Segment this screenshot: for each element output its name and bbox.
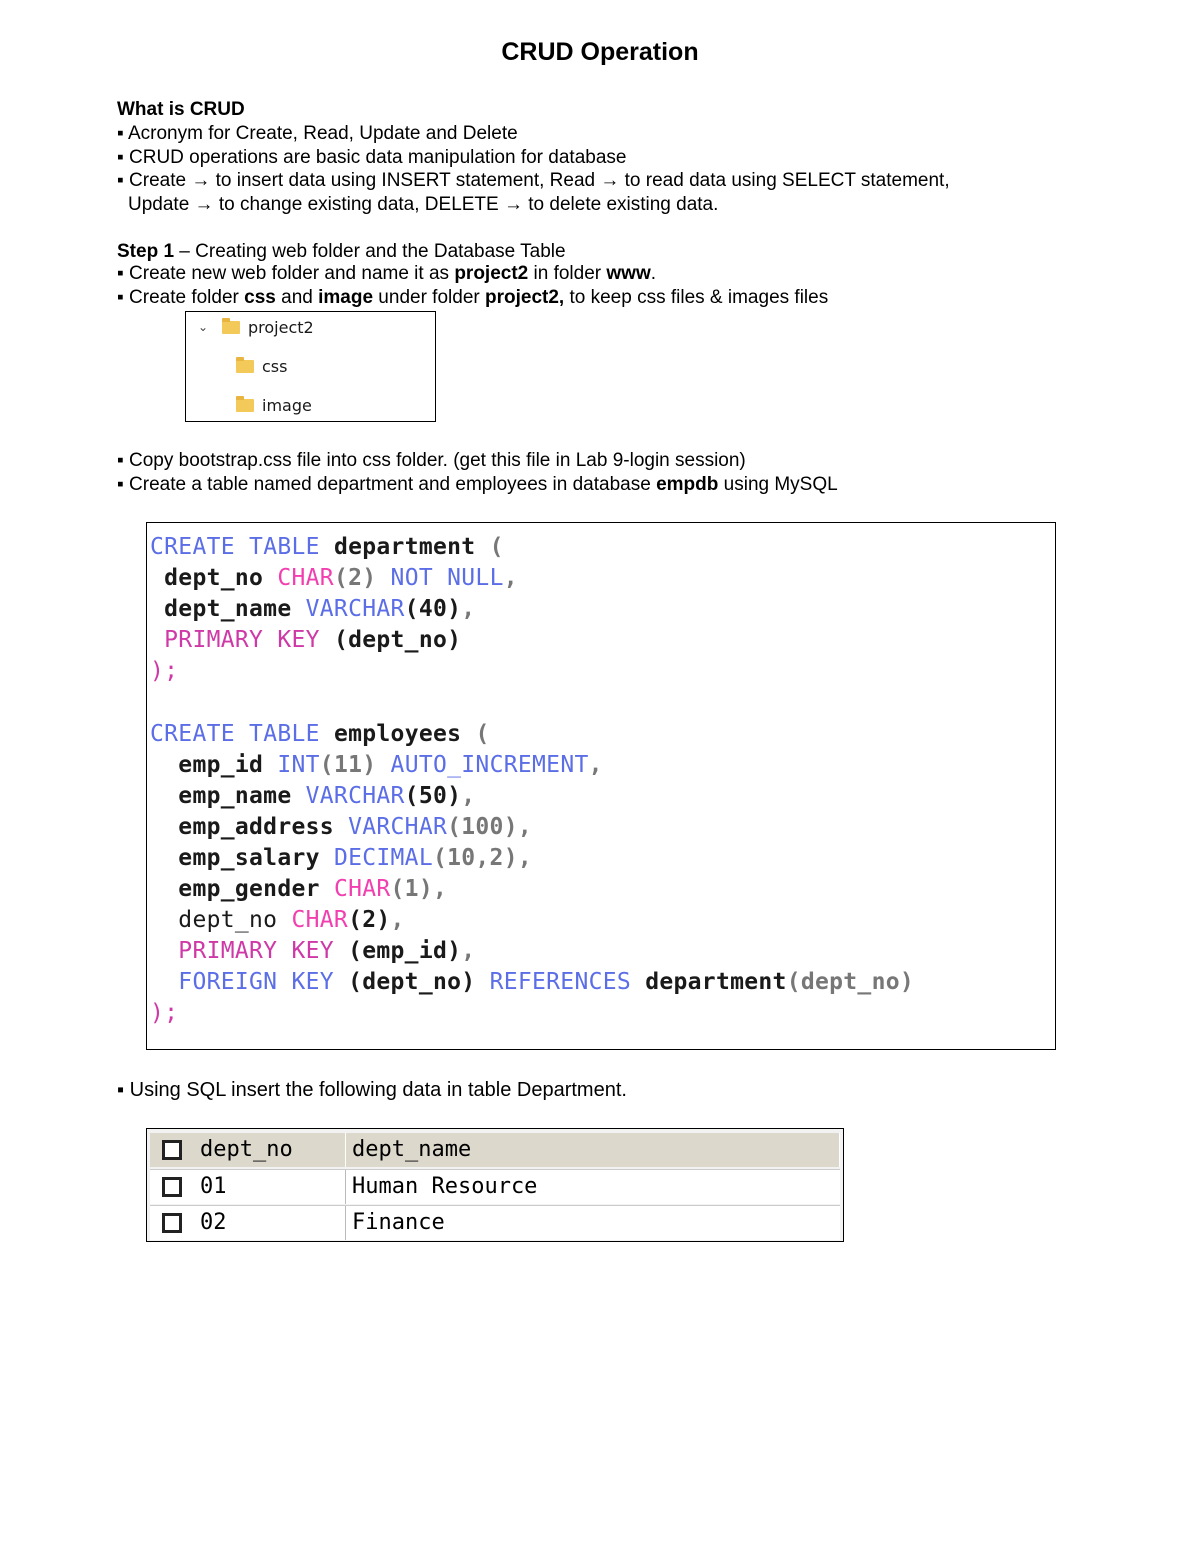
tree-item-project2[interactable]: ⌄ project2 (197, 317, 314, 337)
column-header[interactable]: dept_name (346, 1133, 840, 1167)
bullet-acronym: ▪ Acronym for Create, Read, Update and Delete (117, 123, 518, 144)
section-heading-what-is-crud: What is CRUD (117, 99, 245, 120)
tree-item-image[interactable]: image (236, 393, 312, 417)
table-cell: 01 (194, 1170, 346, 1204)
sql-line: ); (150, 658, 179, 684)
bullet-create-tables: ▪ Create a table named department and employees in database empdb using MySQL (117, 474, 838, 495)
bullet-update-delete: Update → to change existing data, DELETE → to delete existing data. (128, 194, 719, 215)
sql-line: ); (150, 1000, 179, 1026)
tree-item-css[interactable]: css (236, 354, 287, 378)
bullet-create-web-folder: ▪ Create new web folder and name it as project2 in folder www. (117, 263, 657, 284)
select-all-checkbox[interactable] (150, 1133, 194, 1167)
column-header[interactable]: dept_no (194, 1133, 346, 1167)
sql-line: CREATE TABLE employees ( (150, 721, 490, 747)
table-row (150, 1169, 840, 1204)
row-checkbox[interactable] (150, 1170, 194, 1204)
table-cell: 02 (194, 1206, 346, 1240)
page-title: CRUD Operation (501, 38, 699, 66)
sql-line: dept_no CHAR(2), (178, 907, 405, 933)
sql-line: FOREIGN KEY (dept_no) REFERENCES department(dept_no) (178, 969, 915, 995)
sql-line: CREATE TABLE department ( (150, 534, 504, 560)
bullet-create-subfolders: ▪ Create folder css and image under folder project2, to keep css files & images files (117, 287, 829, 308)
step1-heading: Step 1 – Creating web folder and the Database Table (117, 241, 566, 262)
table-header-row (150, 1133, 840, 1167)
folder-tree (185, 311, 436, 422)
row-checkbox[interactable] (150, 1206, 194, 1240)
sql-line: dept_no CHAR(2) NOT NULL, (164, 565, 518, 591)
sql-line: emp_salary DECIMAL(10,2), (178, 845, 533, 871)
sql-line: emp_address VARCHAR(100), (178, 814, 533, 840)
sql-line: PRIMARY KEY (emp_id), (178, 938, 476, 964)
folder-icon (236, 399, 254, 412)
sql-line: dept_name VARCHAR(40), (164, 596, 476, 622)
sql-line: emp_gender CHAR(1), (178, 876, 448, 902)
chevron-down-icon[interactable]: ⌄ (197, 320, 209, 334)
table-row (150, 1205, 840, 1240)
bullet-create-read: ▪ Create → to insert data using INSERT statement, Read → to read data using SELECT statement, (117, 170, 950, 191)
bullet-insert-data: ▪ Using SQL insert the following data in table Department. (117, 1079, 627, 1101)
bullet-copy-bootstrap: ▪ Copy bootstrap.css file into css folder. (get this file in Lab 9-login session) (117, 450, 746, 471)
sql-line: emp_name VARCHAR(50), (178, 783, 476, 809)
sql-line: PRIMARY KEY (dept_no) (164, 627, 462, 653)
bullet-crud-ops: ▪ CRUD operations are basic data manipulation for database (117, 147, 627, 168)
table-cell: Finance (352, 1210, 445, 1235)
table-cell: Human Resource (352, 1174, 538, 1199)
folder-icon (222, 321, 240, 334)
folder-icon (236, 360, 254, 373)
department-data-table (146, 1128, 844, 1242)
sql-line: emp_id INT(11) AUTO_INCREMENT, (178, 752, 603, 778)
